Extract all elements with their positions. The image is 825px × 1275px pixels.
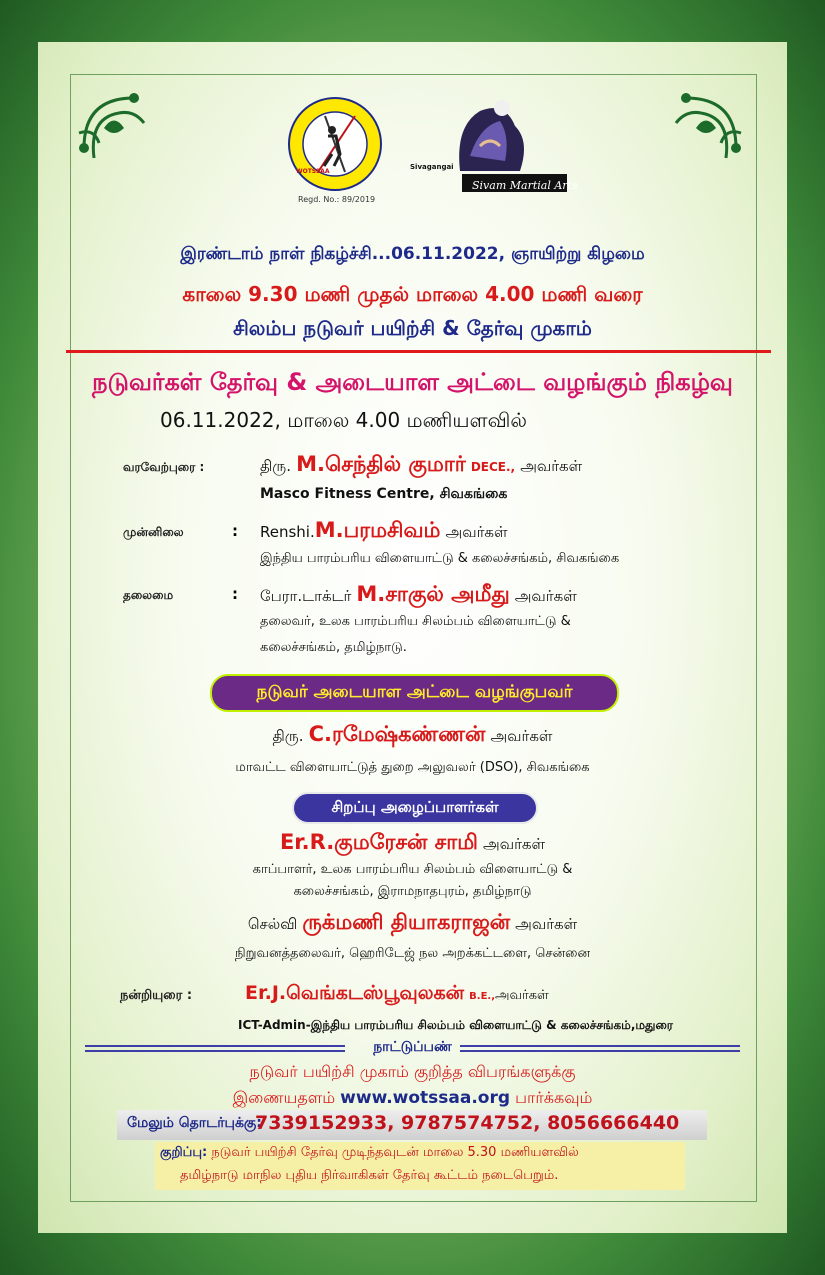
- president-prefix: பேரா.டாக்டர்: [260, 587, 352, 605]
- note-line2: தமிழ்நாடு மாநில புதிய நிர்வாகிகள் தேர்வு கூட்டம் நடைபெறும்.: [180, 1168, 559, 1183]
- guest1-org-line2: கலைச்சங்கம், இராமநாதபுரம், தமிழ்நாடு: [293, 884, 532, 899]
- corner-ornament-top-right: [656, 88, 746, 178]
- president-colon: :: [232, 585, 238, 603]
- event-title: சிலம்ப நடுவர் பயிற்சி & தேர்வு முகாம்: [233, 316, 592, 340]
- ceremony-title: நடுவர்கள் தேர்வு & அடையாள அட்டை வழங்கும் நிகழ்வு: [92, 368, 733, 396]
- guest1-suffix: அவர்கள்: [483, 835, 546, 853]
- note-text1: நடுவர் பயிற்சி தேர்வு முடிந்தவுடன் மாலை 5.30 மணியளவில்: [211, 1145, 579, 1160]
- president-org-line1: தலைவர், உலக பாரம்பரிய சிலம்பம் விளையாட்டு &: [260, 614, 571, 629]
- president-org-line2: கலைச்சங்கம், தமிழ்நாடு.: [260, 640, 407, 655]
- website-suffix: பார்க்கவும்: [515, 1088, 593, 1107]
- contact-label: மேலும் தொடர்புக்கு:: [127, 1115, 262, 1131]
- info-line: நடுவர் பயிற்சி முகாம் குறித்த விபரங்களுக்கு: [249, 1062, 576, 1081]
- day-date-line: இரண்டாம் நாள் நிகழ்ச்சி...06.11.2022, ஞாயிற்று கிழமை: [180, 244, 645, 264]
- ceremony-datetime: 06.11.2022, மாலை 4.00 மணியளவில்: [160, 408, 527, 432]
- presence-label: முன்னிலை: [123, 525, 184, 539]
- guest2-line: [0, 910, 825, 937]
- logo-acronym: WOTSSAA: [296, 168, 330, 175]
- thanks-name: Er.J.வெங்கடஸ்பூவுலகன்: [245, 982, 465, 1004]
- website-url[interactable]: www.wotssaa.org: [340, 1088, 511, 1108]
- guest1-name: Er.R.குமரேசன் சாமி: [279, 830, 478, 854]
- contact-numbers[interactable]: 7339152933, 9787574752, 8056666440: [255, 1112, 680, 1134]
- card-giver-suffix: அவர்கள்: [490, 727, 553, 745]
- card-giver-prefix: திரு.: [272, 727, 304, 745]
- presence-prefix: Renshi.: [260, 523, 315, 541]
- welcome-name: M.செந்தில் குமார்: [296, 452, 466, 476]
- welcome-line: [260, 452, 582, 479]
- thanks-org: ICT-Admin-இந்திய பாரம்பரிய சிலம்பம் விளையாட்டு & கலைச்சங்கம்,மதுரை: [238, 1018, 674, 1032]
- anthem-rule-right-2: [460, 1050, 740, 1052]
- president-label: தலைமை: [123, 588, 174, 602]
- special-guests-pill: சிறப்பு அழைப்பாளர்கள்: [292, 792, 538, 824]
- presence-name: M.பரமசிவம்: [314, 518, 441, 542]
- president-name: M.சாகுல் அமீது: [356, 582, 510, 606]
- guest2-org: நிறுவனத்தலைவர், ஹெரிடேஜ் நல அறக்கட்டளை, சென்னை: [234, 946, 591, 961]
- welcome-degree: DECE.,: [470, 460, 516, 474]
- logo-place: Sivagangai: [410, 163, 454, 171]
- time-line: காலை 9.30 மணி முதல் மாலை 4.00 மணி வரை: [182, 282, 643, 306]
- guest2-suffix: அவர்கள்: [515, 915, 578, 933]
- guest2-prefix: செல்வி: [247, 915, 298, 933]
- card-giver-line: [0, 722, 825, 749]
- welcome-org: Masco Fitness Centre, சிவகங்கை: [260, 486, 508, 502]
- welcome-suffix: அவர்கள்: [520, 457, 583, 475]
- website-line: [0, 1088, 825, 1109]
- guest1-org-line1: காப்பாளர், உலக பாரம்பரிய சிலம்பம் விளையாட்டு &: [252, 862, 573, 877]
- presence-org: இந்திய பாரம்பரிய விளையாட்டு & கலைச்சங்கம், சிவகங்கை: [260, 551, 620, 566]
- card-giver-name: C.ரமேஷ்கண்ணன்: [308, 722, 486, 746]
- guest1-line: [0, 830, 825, 857]
- presence-suffix: அவர்கள்: [445, 523, 508, 541]
- welcome-label: வரவேற்புரை :: [123, 460, 205, 474]
- presence-colon: :: [232, 522, 238, 540]
- registration-number: Regd. No.: 89/2019: [298, 195, 376, 204]
- thanks-line: [245, 982, 549, 1007]
- card-giver-pill: நடுவர் அடையாள அட்டை வழங்குபவர்: [210, 674, 619, 712]
- logo-name: Sivam Martial Arts: [472, 179, 578, 192]
- thanks-suffix: அவர்கள்: [495, 988, 549, 1003]
- note-label: குறிப்பு:: [160, 1145, 208, 1160]
- thanks-label: நன்றியுரை :: [120, 988, 193, 1003]
- welcome-prefix: திரு.: [260, 457, 291, 475]
- wotssaa-logo: [270, 94, 400, 194]
- note-line1: [160, 1145, 579, 1161]
- thanks-degree: B.E.,: [469, 991, 496, 1002]
- presence-line: [260, 518, 508, 545]
- red-divider: [66, 350, 771, 353]
- guest2-name: ருக்மணி தியாகராஜன்: [302, 910, 511, 934]
- president-suffix: அவர்கள்: [514, 587, 577, 605]
- corner-ornament-top-left: [74, 88, 164, 178]
- president-line: [260, 582, 577, 609]
- anthem-rule-right: [460, 1045, 740, 1047]
- card-giver-org: மாவட்ட விளையாட்டுத் துறை அலுவலர் (DSO), சிவகங்கை: [235, 760, 590, 775]
- national-anthem: நாட்டுப்பண்: [373, 1039, 452, 1055]
- website-prefix: இணையதளம்: [232, 1088, 336, 1107]
